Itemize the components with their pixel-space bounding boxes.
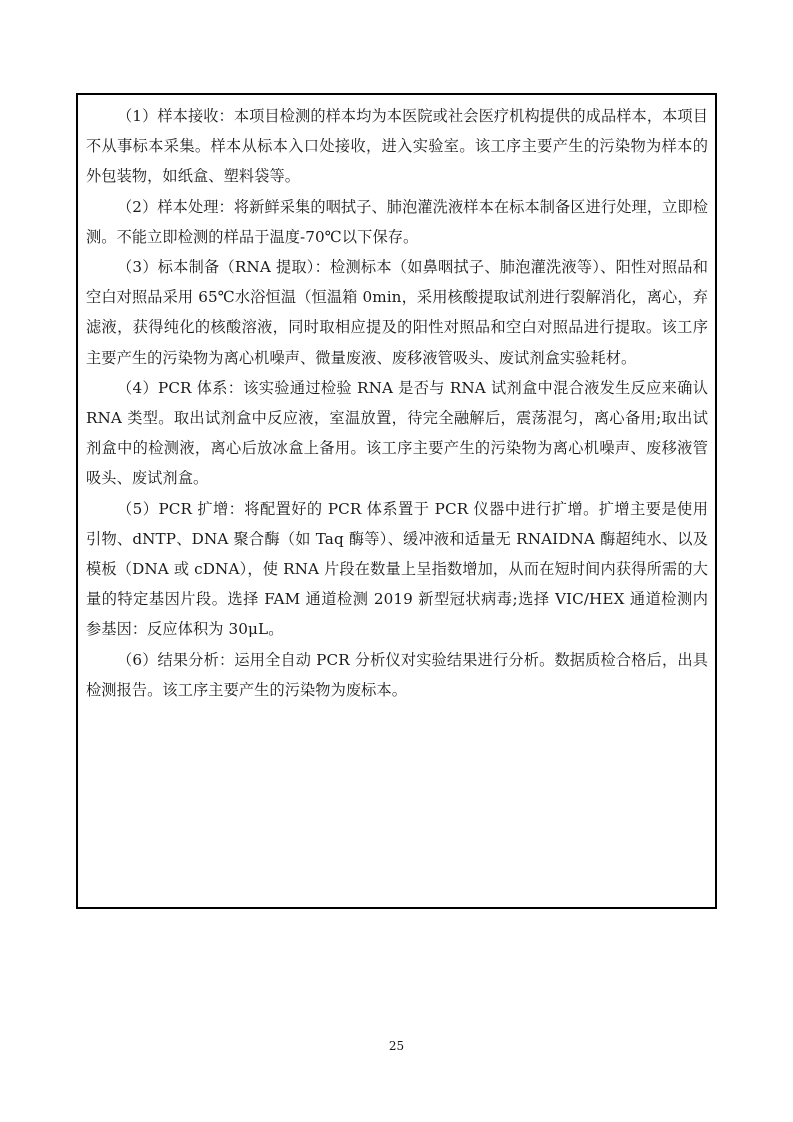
paragraph-result-analysis: （6）结果分析：运用全自动 PCR 分析仪对实验结果进行分析。数据质检合格后，出具检测报告。该工序主要产生的污染物为废标本。 — [86, 650, 708, 699]
page-number: 25 — [388, 1039, 405, 1053]
paragraph-pcr-amplification: （5）PCR 扩增：将配置好的 PCR 体系置于 PCR 仪器中进行扩增。扩增主要是使用引物、dNTP、DNA 聚合酶（如 Taq 酶等）、缓冲液和适量无 RNAIDNA 酶超纯水、以及模板（DNA 或 cDNA），使 RNA 片段在数量上呈指数增加，从而在短时间内获得所需的大量的特定基因片段。选择 FAM 通道检测 2019 新型冠状病毒;选择 VIC/HEX 通道检测内参基因：反应体积为 30μL。 — [86, 499, 708, 639]
paragraph-sample-processing: （2）样本处理：将新鲜采集的咽拭子、肺泡灌洗液样本在标本制备区进行处理，立即检测。不能立即检测的样品于温度-70℃以下保存。 — [86, 197, 708, 246]
paragraph-sample-receipt: （1）样本接收：本项目检测的样本均为本医院或社会医疗机构提供的成品样本，本项目不从事标本采集。样本从标本入口处接收，进入实验室。该工序主要产生的污染物为样本的外包装物，如纸盒、塑料袋等。 — [86, 107, 708, 186]
paragraph-specimen-preparation: （3）标本制备（RNA 提取）：检测标本（如鼻咽拭子、肺泡灌洗液等）、阳性对照品和空白对照品采用 65℃水浴恒温（恒温箱 0min，采用核酸提取试剂进行裂解消化，离心，弃滤液，获得纯化的核酸溶液，同时取相应提及的阳性对照品和空白对照品进行提取。该工序主要产生的污染物为离心机噪声、微量废液、废移液管吸头、废试剂盒实验耗材。 — [86, 258, 708, 367]
process-description — [86, 101, 708, 705]
paragraph-pcr-system: （4）PCR 体系：该实验通过检验 RNA 是否与 RNA 试剂盒中混合液发生反应来确认 RNA 类型。取出试剂盒中反应液，室温放置，待完全融解后，震荡混匀，离心备用;取出试剂盒中的检测液，离心后放冰盒上备用。该工序主要产生的污染物为离心机噪声、废移液管吸头、废试剂盒。 — [86, 378, 708, 488]
